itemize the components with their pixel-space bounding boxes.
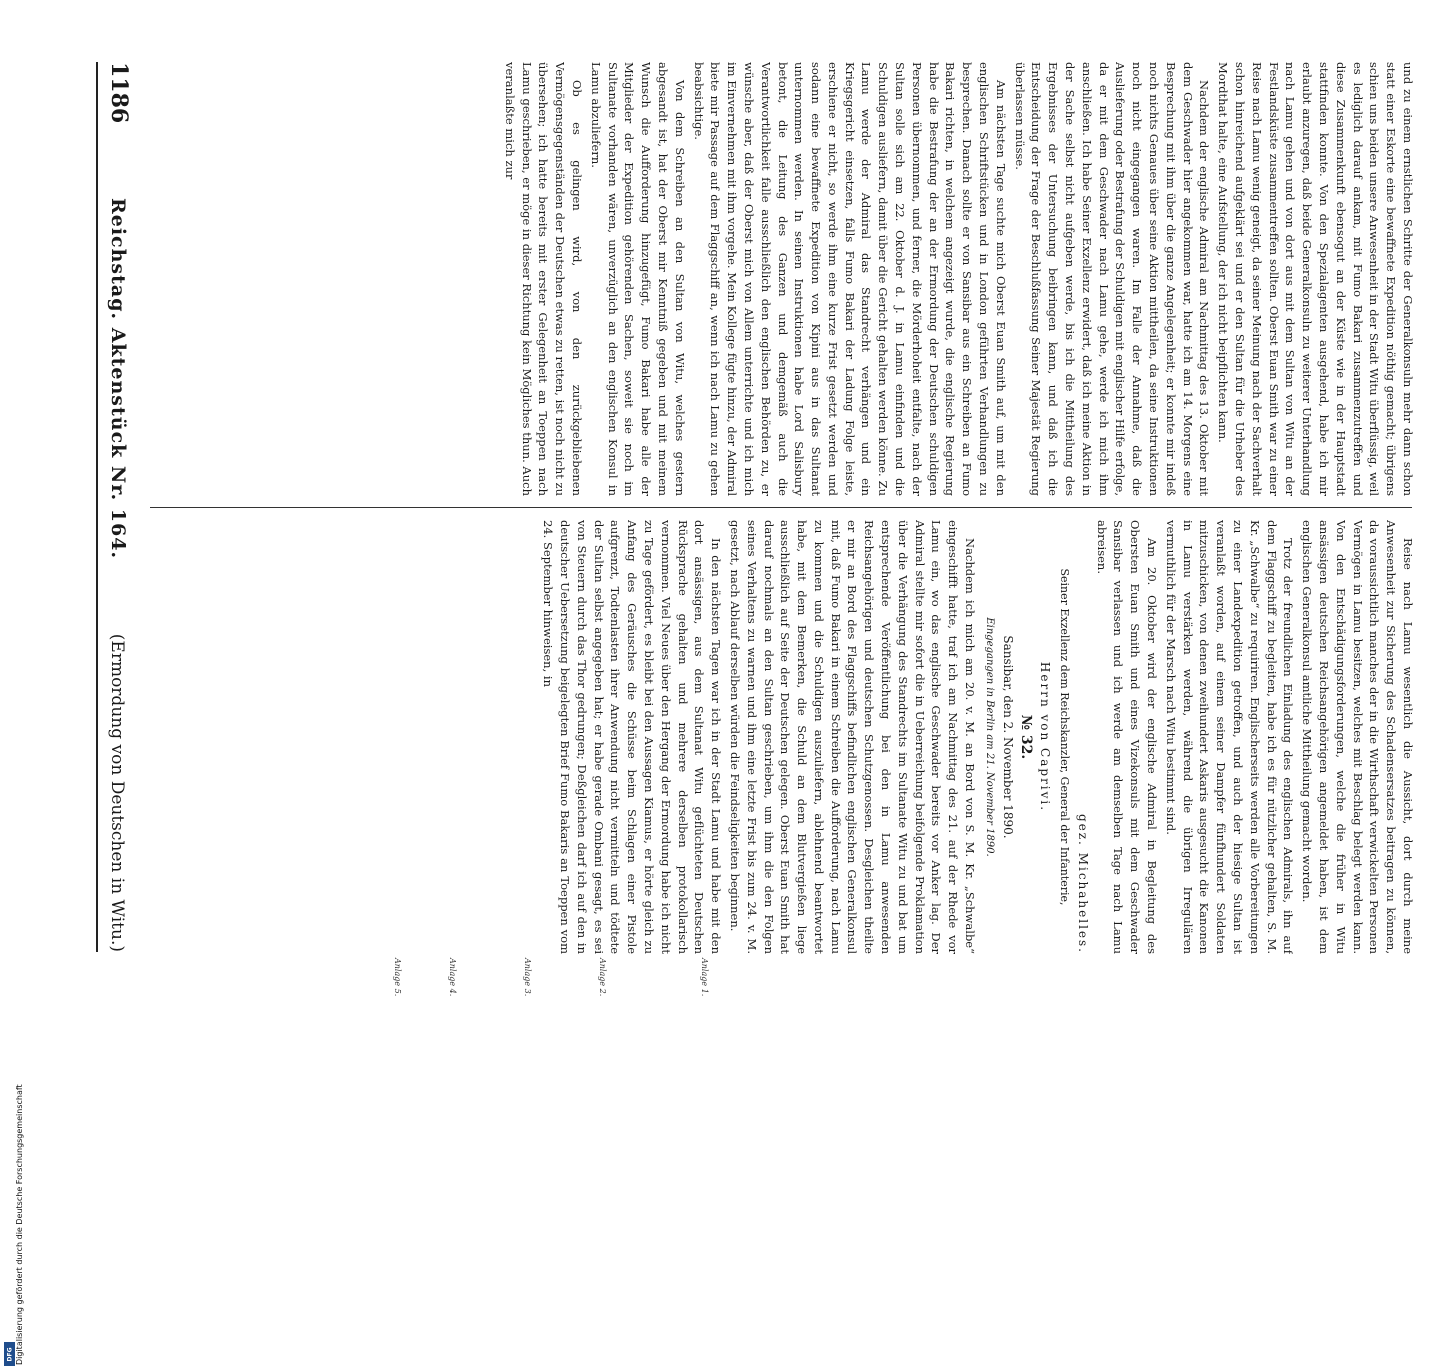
- paragraph: Am 20. Oktober wird der englische Admiral in Begleitung des Obersten Euan Smith und eines Vizekonsuls mit dem Geschwader Sansibar verlassen und ich werde am demselben Tage nach Lamu abreisen.: [1094, 520, 1160, 954]
- margin-note: Anlage 2.: [598, 958, 607, 997]
- running-title: Reichstag. Aktenstück Nr. 164.: [107, 197, 129, 560]
- margin-note: Anlage 3.: [523, 958, 532, 997]
- margin-note: Anlage 5.: [393, 958, 402, 997]
- page-number: 1186: [106, 62, 132, 124]
- dfg-logo: DFG: [4, 1342, 15, 1366]
- paragraph: Am nächsten Tage suchte mich Oberst Euan Smith auf, um mit den englischen Schriftstücken und in London geführten Verhandlungen zu besprechen. Danach sollte er von Sansibar aus ein Schreiben an Fumo Bakari richten, in welchem angezeigt wurde, die englische Regierung habe die Bestrafung der an der Ermordung der Deutschen schuldigen Personen übernommen, und ferner, die Mörderhoheit entfalte, nach der Sultan solle sich am 22. Oktober d. J. in Lamu einfinden und die Schuldigen ausliefern, damit über die Gericht gehalten werden könne. Zu Lamu werde der Admiral das Standrecht verhängen und ein Kriegsgericht einsetzen, falls Fumo Bakari der Ladung Folge leiste, erschiene er nicht, so werde ihm eine kurze Frist gesetzt werden und sodann eine bewaffnete Expedition von Kipini aus in das Sultanat unternommen werden. In seinen Instruktionen habe Lord Salisbury betont, die Leitung des Ganzen und demgemäß auch die Verantwortlichkeit falle ausschließlich den englischen Behörden zu, er wünsche aber, daß der Oberst mich von Allem unterrichte und ich mich im Einvernehmen mit ihm vorgehe. Mein Kollege fügte hinzu, der Admiral biete mir Passage auf dem Flaggschiff an, wenn ich nach Lamu zu gehen beabsichtige.: [691, 62, 1008, 496]
- paragraph: Reise nach Lamu wesentlich die Aussicht, dort durch meine Anwesenheit zur Sicherung des Schadensersatzes beitragen zu können, da voraussichtlich manches der in die Wirthschaft verwickelten Personen Vermögen in Lamu besitzen, welches mit Beschlag belegt werden kann. Von den Entschädigungsforderungen, welche die früher in Witu ansässigen deutschen Reichsangehörigen angemeldet haben, ist dem englischen Generalkonsul amtliche Mittheilung gemacht worden.: [1300, 520, 1415, 954]
- digitization-footer: [2, 370, 24, 1365]
- text-area: [0, 58, 1432, 954]
- paragraph: Von dem Schreiben an den Sultan von Witu, welches gestern abgesandt ist, hat der Oberst mir Kenntniß gegeben und mit meinem Wunsch die Aufforderung hinzugefügt, Fumo Bakari habe alle der Mitglieder der Expedition gehörenden Sachen, soweit sie noch im Sultanate vorhanden wären, unverzüglich an den englischen Konsul in Lamu abzuliefern.: [588, 62, 687, 496]
- paragraph: und zu einem ernstlichen Schritte der Generalkonsuln mehr dann schon statt einer Eskorte eine bewaffnete Expedition nöthig gemacht; übrigens schien uns beiden unsere Anwesenheit in der Stadt Witu überflüssig, weil es lediglich darauf ankam, mit Fumo Bakari zusammenzutreffen und diese Zusammenkunft ebensogut an der Küste wie in der Hauptstadt stattfinden konnte. Von den Spezialagenten ausgehend, habe ich mir erlaubt anzuregen, daß beide Generalkonsuln zu weiterer Unterhandlung nach Lamu gehen und von dort aus mit dem Sultan von Witu an der Festlandsküste zusammentreffen sollten. Oberst Euan Smith war zu einer Reise nach Lamu wenig geneigt, da seiner Meinung nach der Sachverhalt schon hinreichend aufgeklärt sei und er den Sultan für die Urheber des Mordthat halte, eine Aufstellung, der ich nicht beipflichten kann.: [1216, 62, 1415, 496]
- addressee: Seiner Exzellenz dem Reichskanzler, General der Infanterie,: [1058, 568, 1072, 906]
- left-column: [146, 62, 1416, 496]
- addressee-name: Herrn von Caprivi.: [1038, 661, 1053, 813]
- right-column: [146, 520, 1416, 954]
- margin-note: Anlage 4.: [448, 958, 457, 997]
- digitization-note: Digitalisierung gefördert durch die Deutsche Forschungsgemeinschaft: [15, 1084, 24, 1365]
- signature: gez. Michahelles.: [1075, 813, 1090, 954]
- paragraph: In den nächsten Tagen war ich in der Stadt Lamu und habe mit den dort ansässigen, aus dem Sultanat Witu geflüchteten Deutschen Rücksprache gehalten und mehrere derselben protokollarisch vernommen. Viel Neues über den Hergang der Ermordung habe ich nicht zu Tage gefördert, es bleibt bei den Aussagen Kiamus, er hörte gleich zu Anfang des Geräusches die Schüsse beim Schlagen einer Pistole aufgrenzt, Todtenlasten ihrer Anwendung nicht vermitteln und tödtete der Sultan selbst angegeben hat; er habe gerade Ombani gesagt, es sei von Steuern durch das Thor gedrungen; Deßgleichen darf ich auf den in deutscher Uebersetzung beigelegten Brief Fumo Bakaris an Toeppen vom 24. September hinweisen, in: [541, 520, 724, 954]
- paragraph: Trotz der freundlichen Einladung des englischen Admirals, ihn auf dem Flaggschiff zu begleiten, habe ich es für nützlicher gehalten, S. M. Kr. „Schwalbe“ zu requiriren. Englischerseits werden alle Vorbereitungen zu einer Landexpedition getroffen, und auch der hiesige Sultan ist veranlaßt worden, auf einem seiner Dampfer fünfhundert Soldaten mitzuschicken, von denen zweihundert Askaris ausgesucht die Kanonen in Lamu verstärken werden, während die übrigen Irregulären vermuthlich für der Marsch nach Witu bestimmt sind.: [1163, 520, 1296, 954]
- document-received: Eingegangen in Berlin am 21. November 1890.: [983, 617, 995, 857]
- paragraph: Ob es gelingen wird, von den zurückgebliebenen Vermögensgegenständen der Deutschen etwas zu retten, ist noch nicht zu übersehen; ich hatte bereits mit erster Gelegenheit an Toeppen nach Lamu geschrieben, er möge in dieser Richtung kein Mögliches thun. Auch veranlaßte mich zur: [502, 62, 584, 496]
- document-place-date: Sansibar, den 2. November 1890.: [1000, 635, 1015, 839]
- margin-note: Anlage 1.: [700, 958, 709, 997]
- paragraph: Nachdem der englische Admiral am Nachmittag des 13. Oktober mit dem Geschwader hier angekommen war, hatte ich am 14. Morgens eine Besprechung mit ihm über die ganze Angelegenheit; er konnte mir indeß noch nichts Genaues über seine Aktion mittheilen, da seine Instruktionen noch nicht eingegangen waren. Im Falle der Annahme, daß die Auslieferung oder Bestrafung der Schuldigen mit englischer Hilfe erfolge, da er mit dem Geschwader nach Lamu gehe, werde ich mich ihm anschließen. Ich habe Seiner Exzellenz erwidert, daß ich meine Aktion in der Sache selbst nicht aufgeben werde, bis ich die Mittheilung des Ergebnisses der Untersuchung beibringen kann, und daß ich die Entscheidung der Frage der Beschlußfassung Seiner Majestät Regierung überlassen müsse.: [1012, 62, 1212, 496]
- column-divider: [150, 507, 1412, 508]
- document-number: № 32.: [1018, 714, 1035, 760]
- section-title: (Ermordung von Deutschen in Witu.): [107, 633, 127, 952]
- paragraph: Nachdem ich mich am 20. v. M. an Bord von S. M. Kr. „Schwalbe“ eingeschifft hatte, traf ich am Nachmittag des 21. auf der Rhede vor Lamu ein, wo das englische Geschwader bereits vor Anker lag. Der Admiral stellte mir sofort die in Ueberreichung beifolgende Proklamation über die Verhängung des Standrechts im Sultanate Witu zu und bat um entsprechende Veröffentlichung bei den in Lamu anwesenden Reichsangehörigen und deutschen Schutzgenossen. Desgleichen theilte er mir an Bord des Flaggschiffs befindlichen englischen Generalkonsul mit, daß Fumo Bakari in einem Schreiben die Aufforderung, nach Lamu zu kommen und die Schuldigen auszuliefern, ablehnend beantwortet habe, mit dem Bemerken, die Schuld an dem Blutvergießen liege ausschließlich auf Seite der Deutschen gelegen. Oberst Euan Smith hat darauf nochmals an den Sultan geschrieben, um ihm die den Folgen seines Verhaltens zu warnen und ihm eine letzte Frist bis zum 24. v. M. gesetzt, nach Ablauf derselben würden die Feindseligkeiten beginnen.: [727, 520, 978, 954]
